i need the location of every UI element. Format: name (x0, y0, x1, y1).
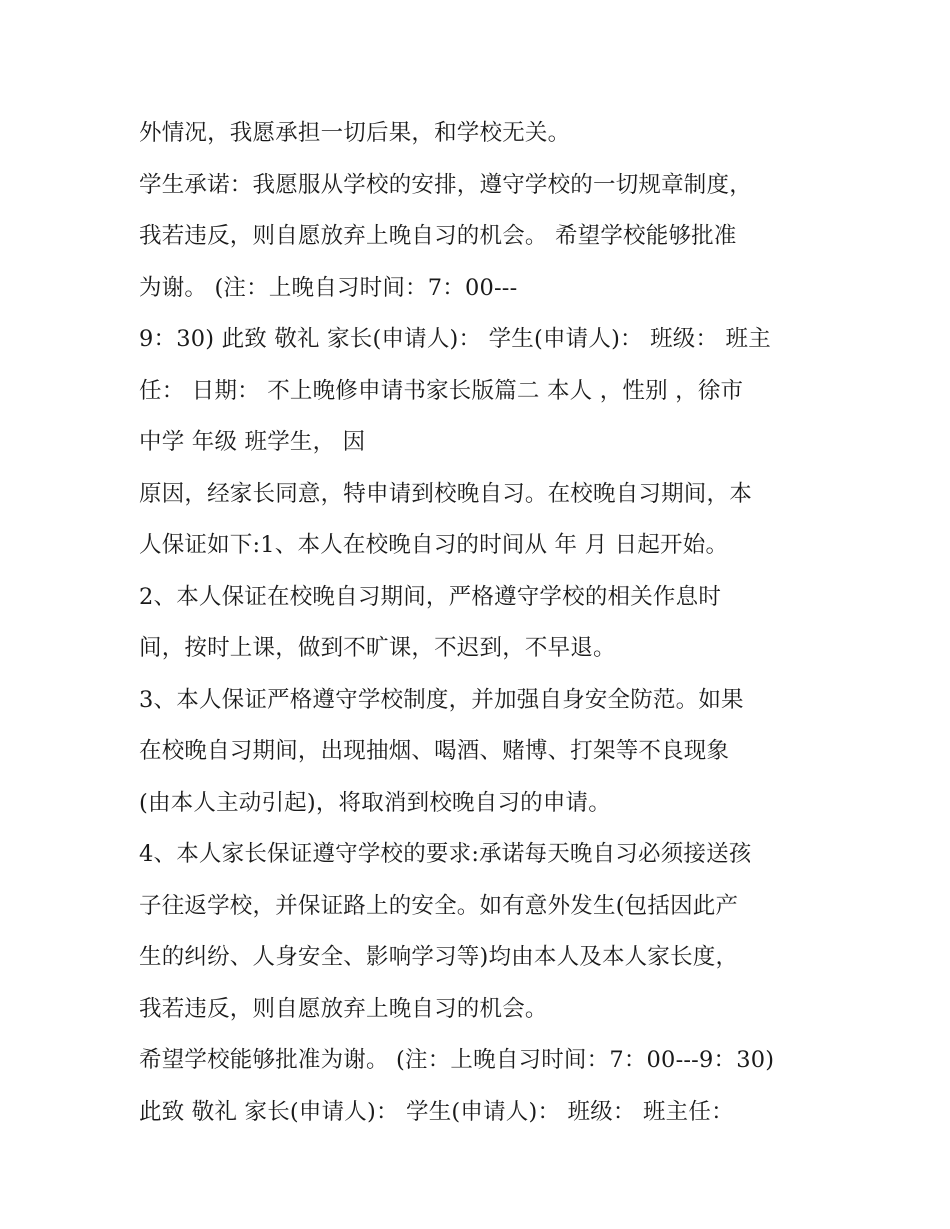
text-line: 为谢。 (注：上晚自习时间：7：00--- (139, 274, 518, 301)
text-line: 4、本人家长保证遵守学校的要求:承诺每天晚自习必须接送孩 (139, 841, 752, 867)
text-line: 9：30) 此致 敬礼 家长(申请人)： 学生(申请人)： 班级： 班主 (139, 326, 771, 352)
text-line: 中学 年级 班学生， 因 (139, 429, 366, 455)
text-line: 间，按时上课，做到不旷课，不迟到，不早退。 (139, 635, 616, 661)
text-line: 原因，经家长同意，特申请到校晚自习。在校晚自习期间，本 (139, 480, 752, 507)
text-line: 我若违反，则自愿放弃上晚自习的机会。 (139, 995, 548, 1022)
text-line: 人保证如下:1、本人在校晚自习的时间从 年 月 日起开始。 (139, 532, 729, 558)
text-line: 在校晚自习期间，出现抽烟、喝酒、赌博、打架等不良现象 (139, 738, 730, 764)
text-line: 2、本人保证在校晚自习期间，严格遵守学校的相关作息时 (139, 583, 722, 610)
text-line: 学生承诺：我愿服从学校的安排，遵守学校的一切规章制度， (139, 171, 752, 198)
text-line: (由本人主动引起)，将取消到校晚自习的申请。 (139, 789, 611, 816)
text-line: 希望学校能够批准为谢。 (注：上晚自习时间：7：00---9：30) (139, 1047, 775, 1073)
text-line: 外情况，我愿承担一切后果，和学校无关。 (139, 120, 571, 146)
text-line: 子往返学校，并保证路上的安全。如有意外发生(包括因此产 (139, 892, 739, 919)
text-line: 任： 日期： 不上晚修申请书家长版篇二 本人 ，性别 ，徐市 (139, 377, 744, 404)
text-line: 我若违反，则自愿放弃上晚自习的机会。 希望学校能够批准 (139, 223, 737, 249)
text-line: 3、本人保证严格遵守学校制度，并加强自身安全防范。如果 (139, 686, 744, 713)
document-body (139, 108, 829, 1138)
text-line: 此致 敬礼 家长(申请人)： 学生(申请人)： 班级： 班主任： (139, 1098, 734, 1125)
text-line: 生的纠纷、人身安全、影响学习等)均由本人及本人家长度， (139, 944, 739, 970)
